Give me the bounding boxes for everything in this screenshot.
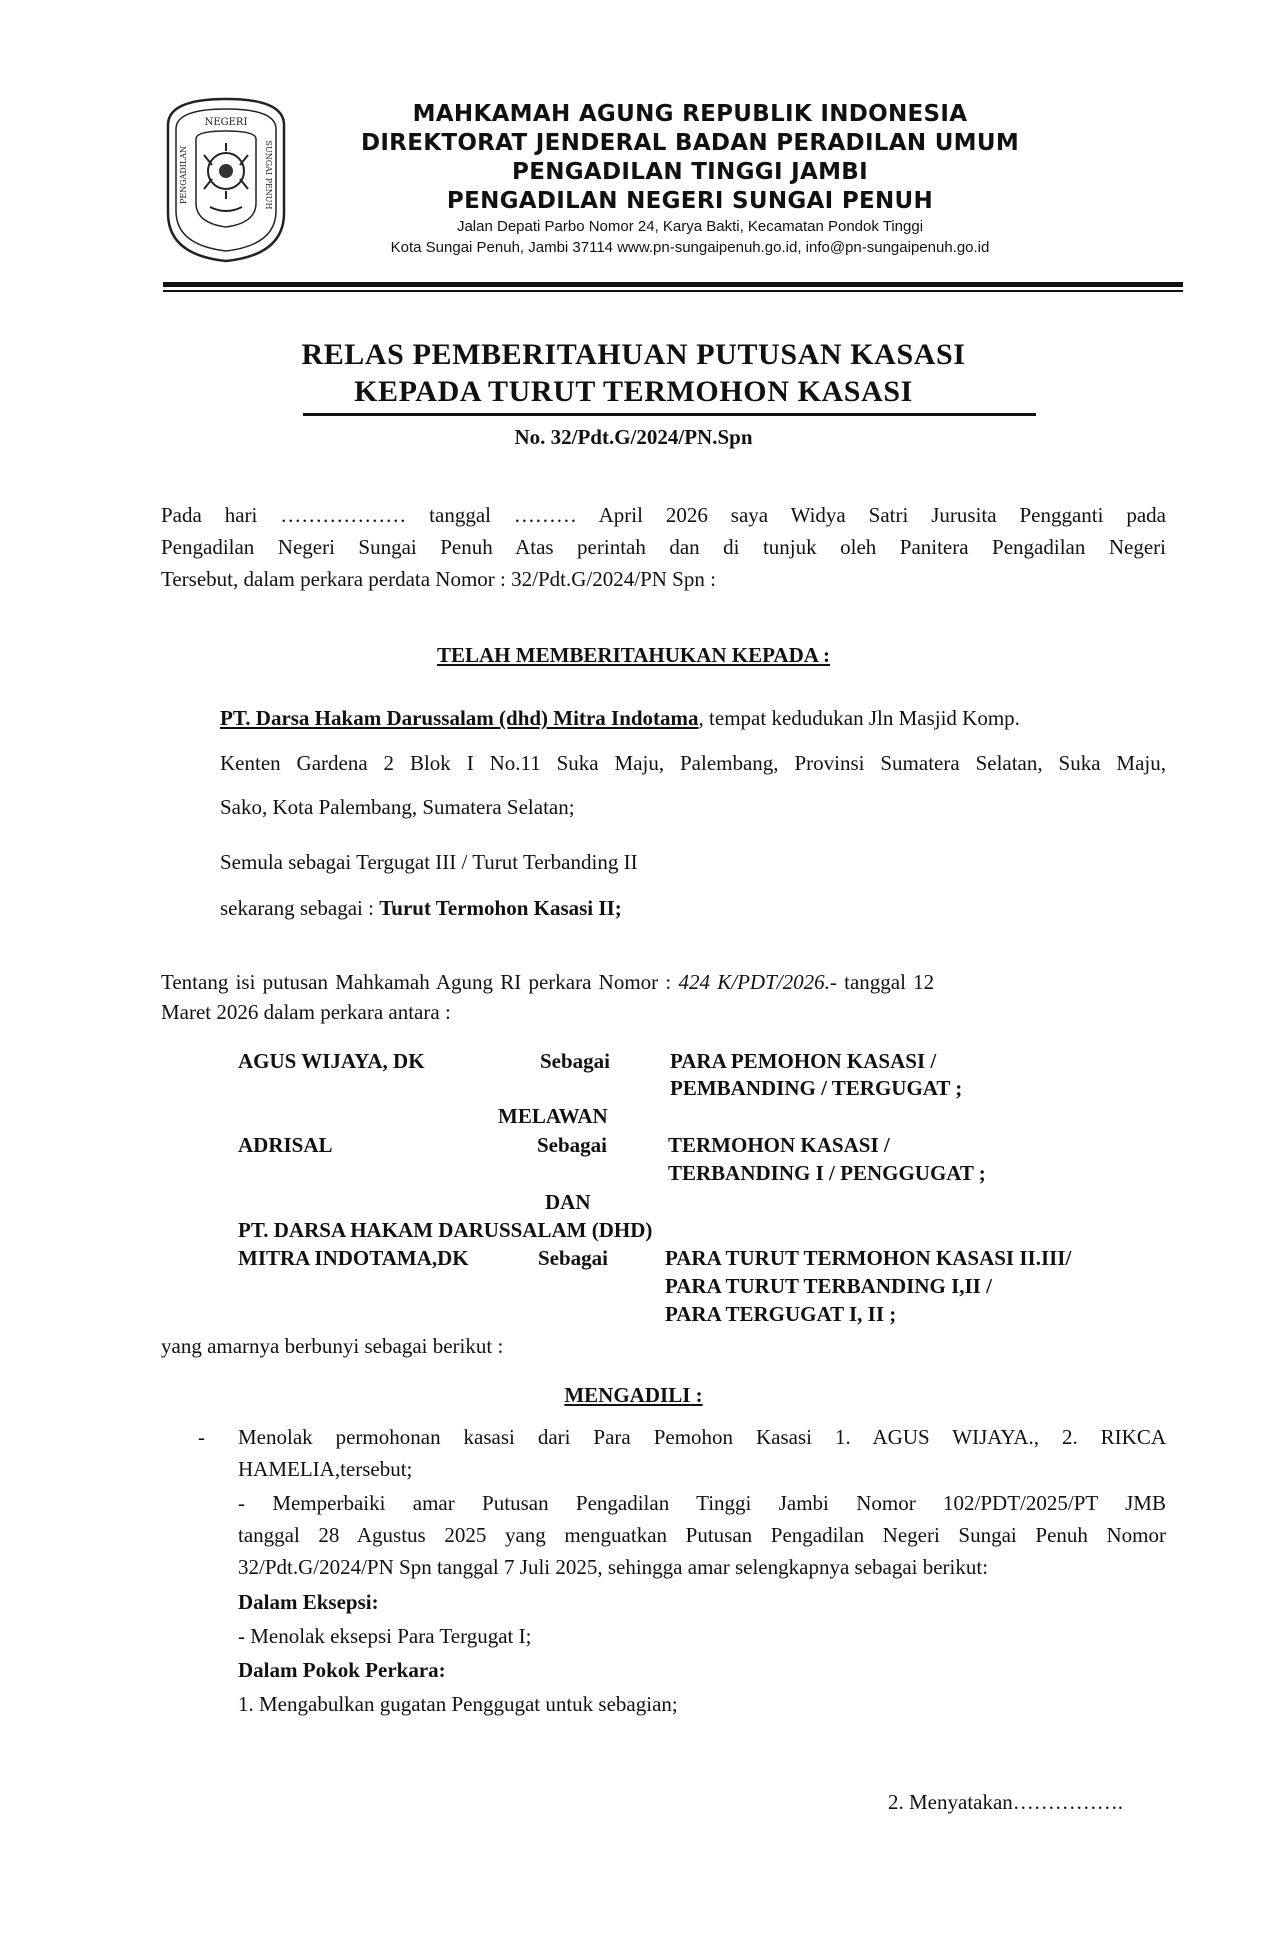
versus-label: MELAWAN [498,1104,608,1128]
ruling-item-1-line-2: HAMELIA,tersebut; [238,1457,413,1481]
address-line-2: Kota Sungai Penuh, Jambi 37114 www.pn-sungaipenuh.go.id, info@pn-sungaipenuh.go.id [390,239,990,256]
merits-item-1: 1. Mengabulkan gugatan Penggugat untuk sebagian; [238,1692,678,1716]
party-3-as: Sebagai [538,1246,609,1270]
party-2-as: Sebagai [537,1133,608,1157]
court-seal-logo [160,95,292,265]
ruling-bullet: - [198,1425,205,1449]
svg-text:PENGADILAN: PENGADILAN [179,145,188,205]
party-2-name: ADRISAL [238,1133,333,1157]
document-title-line-1: RELAS PEMBERITAHUAN PUTUSAN KASASI [301,338,966,371]
party-3-role-1: PARA TURUT TERMOHON KASASI II.III/ [665,1246,1072,1270]
decision-ref-line-2: Maret 2026 dalam perkara antara : [161,1000,451,1024]
ruling-item-2-line-2: tanggal 28 Agustus 2025 yang menguatkan Putusan Pengadilan Negeri Sungai Penuh Nomor [238,1523,1166,1547]
current-role: Turut Termohon Kasasi II; [379,896,622,920]
institution-line-2: DIREKTORAT JENDERAL BADAN PERADILAN UMUM [360,130,1020,156]
party-3-role-3: PARA TERGUGAT I, II ; [665,1302,897,1326]
recipient-line-1 [220,703,1170,733]
svg-text:NEGERI: NEGERI [204,117,248,128]
ruling-item-1-line-1: Menolak permohonan kasasi dari Para Pemohon Kasasi 1. AGUS WIJAYA., 2. RIKCA [238,1425,1166,1449]
party-3-name-2: MITRA INDOTAMA,DK [238,1246,469,1270]
party-2-role-1: TERMOHON KASASI / [668,1133,890,1157]
institution-line-4: PENGADILAN NEGERI SUNGAI PENUH [446,188,934,214]
letterhead-divider-thin [163,290,1183,292]
and-label: DAN [545,1190,591,1214]
notified-heading: TELAH MEMBERITAHUKAN KEPADA : [437,643,830,667]
party-3-role-2: PARA TURUT TERBANDING I,II / [665,1274,992,1298]
institution-line-3: PENGADILAN TINGGI JAMBI [512,159,868,185]
letterhead-divider-thick [163,282,1183,287]
exception-heading: Dalam Eksepsi: [238,1590,379,1614]
merits-heading: Dalam Pokok Perkara: [238,1658,446,1682]
party-1-role-1: PARA PEMOHON KASASI / [670,1049,937,1073]
institution-line-1: MAHKAMAH AGUNG REPUBLIK INDONESIA [412,101,968,127]
recipient-address-start: , tempat kedudukan Jln Masjid Komp. [698,706,1020,730]
recipient-name: PT. Darsa Hakam Darussalam (dhd) Mitra Indotama [220,706,699,730]
party-1-role-2: PEMBANDING / TERGUGAT ; [670,1076,963,1100]
decision-ref-date: tanggal 12 [836,970,935,994]
letterhead [300,100,1080,258]
ruling-item-2-line-3: 32/Pdt.G/2024/PN Spn tanggal 7 Juli 2025, sehingga amar selengkapnya sebagai berikut: [238,1555,989,1579]
recipient-current-role-line [220,893,1166,923]
address-line-1: Jalan Depati Parbo Nomor 24, Karya Bakti, Kecamatan Pondok Tinggi [456,218,924,235]
recipient-line-2: Kenten Gardena 2 Blok I No.11 Suka Maju, Palembang, Provinsi Sumatera Selatan, Suka Maju, [220,751,1166,775]
document-title-line-2: KEPADA TURUT TERMOHON KASASI [354,375,913,408]
intro-line-3: Tersebut, dalam perkara perdata Nomor : 32/Pdt.G/2024/PN Spn : [161,567,716,591]
intro-line-1: Pada hari ……………… tanggal ……… April 2026 saya Widya Satri Jurusita Pengganti pada [161,503,1166,527]
recipient-line-3: Sako, Kota Palembang, Sumatera Selatan; [220,795,575,819]
document-number: No. 32/Pdt.G/2024/PN.Spn [514,425,753,449]
party-3-name-1: PT. DARSA HAKAM DARUSSALAM (DHD) [238,1218,653,1242]
page-continuation: 2. Menyatakan……………. [888,1790,1124,1814]
ruling-item-2-line-1: - Memperbaiki amar Putusan Pengadilan Tinggi Jambi Nomor 102/PDT/2025/PT JMB [238,1491,1166,1515]
decision-ref-text: Tentang isi putusan Mahkamah Agung RI perkara Nomor : [161,970,679,994]
recipient-former-role: Semula sebagai Tergugat III / Turut Terbanding II [220,850,638,874]
title-underline [303,413,1036,416]
ruling-heading: MENGADILI : [564,1383,703,1407]
party-1-as: Sebagai [540,1049,611,1073]
decision-ref-line-1 [161,967,1166,997]
party-2-role-2: TERBANDING I / PENGGUGAT ; [668,1161,986,1185]
svg-text:SUNGAI PENUH: SUNGAI PENUH [264,140,273,210]
exception-item: - Menolak eksepsi Para Tergugat I; [238,1624,532,1648]
intro-line-2: Pengadilan Negeri Sungai Penuh Atas perintah dan di tunjuk oleh Panitera Pengadilan Negeri [161,535,1166,559]
party-1-name: AGUS WIJAYA, DK [238,1049,425,1073]
amar-intro: yang amarnya berbunyi sebagai berikut : [161,1334,504,1358]
case-number: 424 K/PDT/2026.- [678,970,837,994]
current-role-prefix: sekarang sebagai : [220,896,380,920]
